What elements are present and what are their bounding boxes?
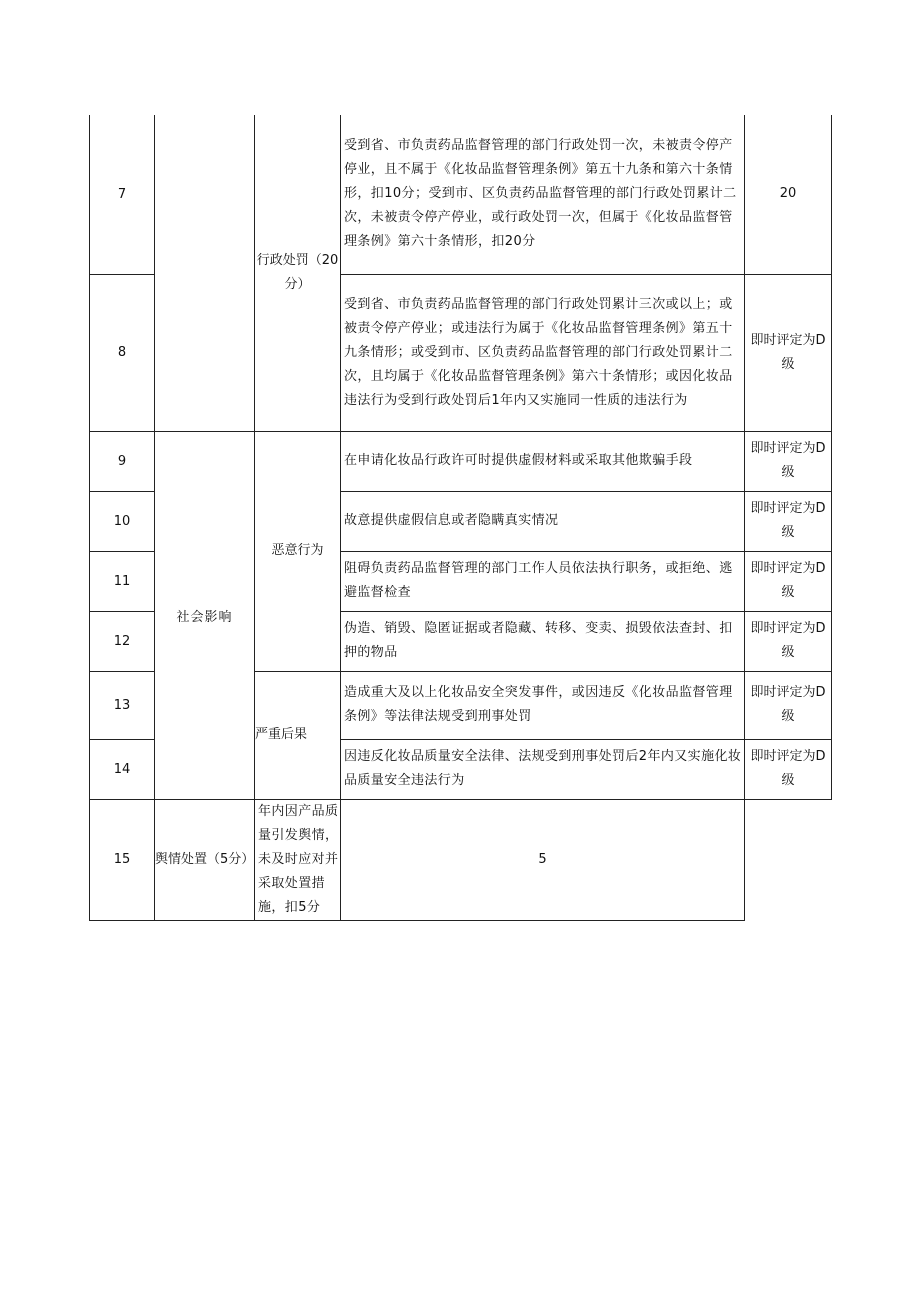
score-cell: 即时评定为D级 [745, 431, 832, 491]
score-cell: 即时评定为D级 [745, 611, 832, 671]
category-cell [155, 115, 255, 431]
row-number: 12 [90, 611, 155, 671]
category-cell: 社会影响 [155, 431, 255, 799]
criteria-cell: 故意提供虚假信息或者隐瞒真实情况 [341, 491, 745, 551]
criteria-cell: 造成重大及以上化妆品安全突发事件，或因违反《化妆品监督管理条例》等法律法规受到刑事处罚 [341, 671, 745, 739]
score-cell: 即时评定为D级 [745, 551, 832, 611]
criteria-cell: 受到省、市负责药品监督管理的部门行政处罚累计三次或以上；或被责令停产停业；或违法行为属于《化妆品监督管理条例》第五十九条情形；或受到市、区负责药品监督管理的部门行政处罚累计二次，且均属于《化妆品监督管理条例》第六十条情形；或因化妆品违法行为受到行政处罚后1年内又实施同一性质的违法行为 [341, 274, 745, 431]
score-cell: 20 [745, 115, 832, 274]
table-row [90, 115, 832, 274]
row-number: 9 [90, 431, 155, 491]
score-cell: 5 [341, 799, 745, 920]
row-number: 11 [90, 551, 155, 611]
criteria-cell: 伪造、销毁、隐匿证据或者隐藏、转移、变卖、损毁依法查封、扣押的物品 [341, 611, 745, 671]
item-cell: 舆情处置（5分） [155, 799, 255, 920]
row-number: 13 [90, 671, 155, 739]
item-cell: 恶意行为 [255, 431, 341, 671]
row-number: 10 [90, 491, 155, 551]
criteria-cell: 年内因产品质量引发舆情，未及时应对并采取处置措施，扣5分 [255, 799, 341, 920]
score-cell: 即时评定为D级 [745, 274, 832, 431]
item-cell: 严重后果 [255, 671, 341, 799]
row-number: 8 [90, 274, 155, 431]
score-cell: 即时评定为D级 [745, 491, 832, 551]
item-cell: 行政处罚（20分） [255, 115, 341, 431]
criteria-cell: 阻碍负责药品监督管理的部门工作人员依法执行职务，或拒绝、逃避监督检查 [341, 551, 745, 611]
score-cell: 即时评定为D级 [745, 739, 832, 799]
row-number: 14 [90, 739, 155, 799]
row-number: 15 [90, 799, 155, 920]
row-number: 7 [90, 115, 155, 274]
score-cell: 即时评定为D级 [745, 671, 832, 739]
criteria-cell: 受到省、市负责药品监督管理的部门行政处罚一次，未被责令停产停业，且不属于《化妆品监督管理条例》第五十九条和第六十条情形，扣10分；受到市、区负责药品监督管理的部门行政处罚累计二次，未被责令停产停业，或行政处罚一次，但属于《化妆品监督管理条例》第六十条情形，扣20分 [341, 115, 745, 274]
table-row [90, 431, 832, 491]
criteria-cell: 在申请化妆品行政许可时提供虚假材料或采取其他欺骗手段 [341, 431, 745, 491]
table-row [90, 799, 832, 920]
scoring-table [89, 115, 832, 921]
criteria-cell: 因违反化妆品质量安全法律、法规受到刑事处罚后2年内又实施化妆品质量安全违法行为 [341, 739, 745, 799]
